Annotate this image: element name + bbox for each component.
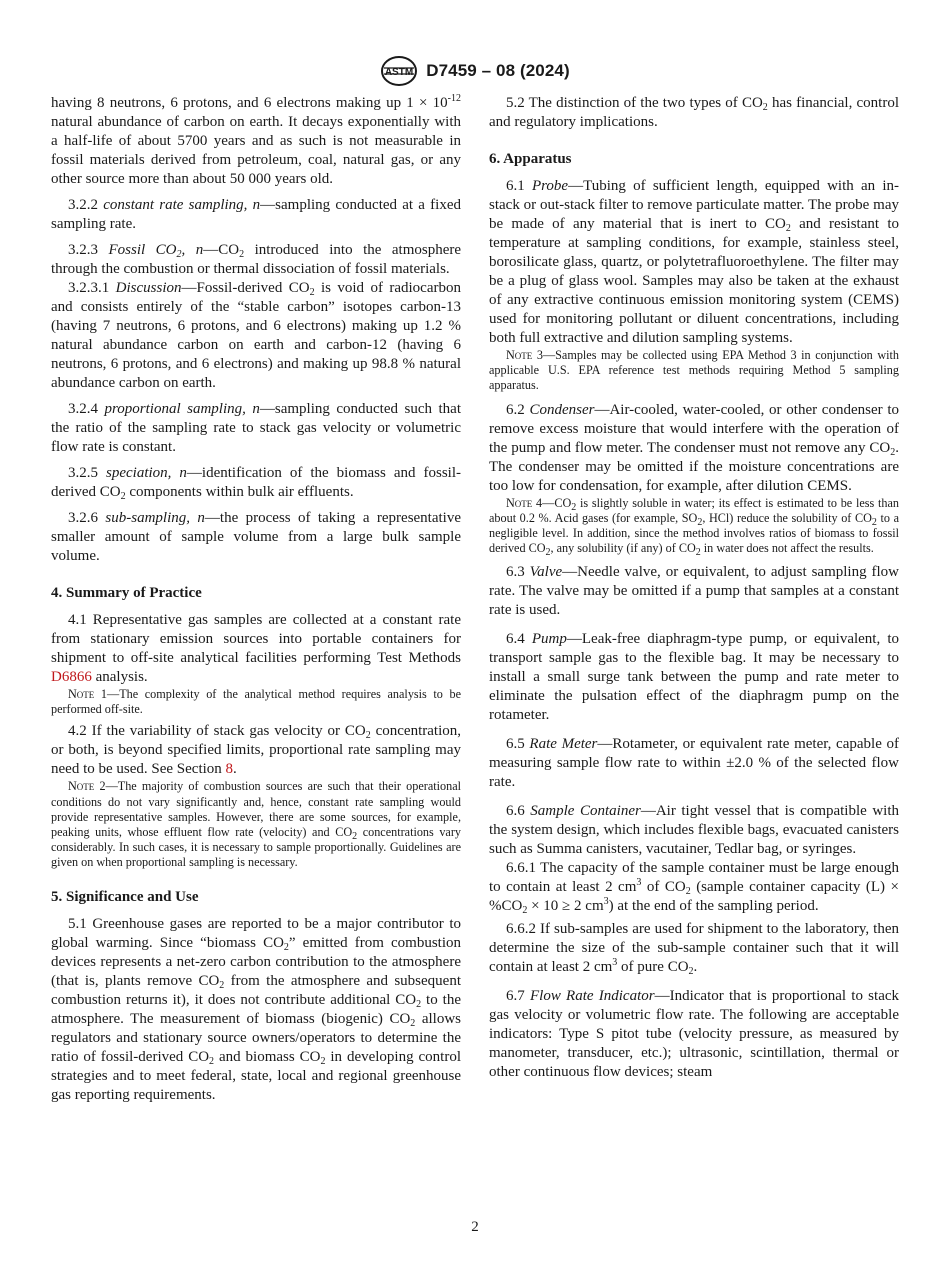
paragraph-5-1: 5.1 Greenhouse gases are reported to be a major contributor to global warming. Since “biomass $CO_2$” emitted from combustion devices represents a net-zero carbon contribution to the atmosphere (that is, plants remove $CO_2$ from the atmosphere and subsequent combustion returns it), it does not contribute additional $CO_2$ to the atmosphere. The measurement of biomass (biogenic) $CO_2$ allows regulators and stationary source owners/operators to determine the ratio of fossil-derived $CO_2$ and biomass $CO_2$ in developing control strategies and to meet federal, state, local and regional greenhouse gas reporting requirements.: [51, 915, 461, 1103]
paragraph-6-4: 6.4 Pump—Leak-free diaphragm-type pump, or equivalent, to transport sample gas to the flexible bag. It may be necessary to install a small surge tank between the pump and rate meter to eliminate the pulsation effect of the diaphragm pump on the rotameter.: [489, 631, 899, 724]
paragraph-6-2: 6.2 Condenser—Air-cooled, water-cooled, or other condenser to remove excess moisture that would interfere with the operation of the pump and flow meter. The condenser must not remove any $CO_2$. The condenser may be omitted if the moisture concentrations are too low for condensation, for example, after dilution CEMS.: [489, 401, 899, 494]
paragraph-6-6: 6.6 Sample Container—Air tight vessel that is compatible with the system design, which includes flexible bags, evacuated canisters such as Summa canisters, vacutainer, Tedlar bag, or syringes.: [489, 803, 900, 858]
section-4-heading: 4. Summary of Practice: [51, 585, 202, 601]
note-2: Note 2—The majority of combustion sources are such that their operational conditions do not vary significantly and, hence, constant rate sampling would provide representative samples. However, there are some sources, for example, peaking units, whose effluent flow rate (velocity) and $CO_2$ concentrations vary considerably. In such cases, it is necessary to sample proportionally. Guidelines are given on when proportional sampling is necessary.: [51, 779, 461, 870]
left-column: [51, 94, 461, 1105]
astm-logo-icon: [380, 56, 418, 86]
definition-3-2-5: 3.2.5 speciation, n—identification of the biomass and fossil-derived $CO_2$ components within bulk air effluents.: [51, 465, 462, 502]
svg-text:ASTM: ASTM: [385, 67, 414, 78]
note-1: Note 1—The complexity of the analytical method requires analysis to be performed off-site.: [51, 687, 461, 717]
standard-designation: D7459 – 08 (2024): [426, 61, 570, 80]
page-number: 2: [471, 1219, 479, 1235]
definition-3-2-6: 3.2.6 sub-sampling, n—the process of taking a representative smaller amount of sample volume from a large bulk sample volume.: [51, 510, 462, 564]
definition-3-2-3: 3.2.3 Fossil $CO_2$, $n—CO_2$ introduced into the atmosphere through the combustion or thermal dissociation of fossil materials.: [51, 242, 462, 277]
d6866-link[interactable]: D6866: [51, 669, 92, 685]
paragraph-6-5: 6.5 Rate Meter—Rotameter, or equivalent rate meter, capable of measuring sample flow rate to within ±2.0 % of the selected flow rate.: [489, 736, 900, 791]
paragraph-6-6-1: 6.6.1 The capacity of the sample container must be large enough to contain at least 2 $cm^3$ of $CO_2$ (sample container capacity $(L) \times \%CO_2 \times 10 \ge 2$ $cm^3$) at the end of the sampling period.: [489, 860, 899, 917]
definition-3-2-2: 3.2.2 constant rate sampling, n—sampling conducted at a fixed sampling rate.: [51, 197, 461, 232]
paragraph-4-2: 4.2 If the variability of stack gas velocity or $CO_2$ concentration, or both, is beyond specified limits, proportional rate sampling may need to be used. See Section 8.: [51, 723, 461, 778]
section-5-heading: 5. Significance and Use: [51, 888, 199, 905]
paragraph-4-1: 4.1 Representative gas samples are collected at a constant rate from stationary emission sources into portable containers for shipment to off-site analytical facilities performing Test Methods D6866 analysis.: [51, 612, 461, 685]
paragraph-6-6-2: 6.6.2 If sub-samples are used for shipment to the laboratory, then determine the size of the sub-sample container such that it will contain at least 2 $cm^3$ of pure $CO_2$.: [489, 921, 899, 978]
section-6-heading: 6. Apparatus: [489, 151, 572, 167]
paragraph-5-2: 5.2 The distinction of the two types of $CO_2$ has financial, control and regulatory implications.: [489, 95, 899, 130]
page-header: [0, 56, 950, 86]
section-8-link[interactable]: 8: [225, 761, 234, 778]
right-column: [489, 94, 899, 1082]
paragraph-6-7: 6.7 Flow Rate Indicator—Indicator that is proportional to stack gas velocity or volumetric flow rate. The following are acceptable indicators: Type S pitot tube (velocity pressure, as measured by manometer, transducer, etc.); ultrasonic, scintillation, thermal or other continuous flow devices; steam: [489, 988, 900, 1081]
discussion-3-2-3-1: 3.2.3.1 Discussion—Fossil-derived $CO_2$ is void of radiocarbon and consists entirely of the “stable carbon” isotopes carbon-13 (having 7 neutrons, 6 protons, and 6 electrons) making up 1.2 % natural abundance carbon on earth and carbon-12 (having 6 neutrons, 6 protons, and 6 electrons) and making up 98.8 % natural abundance carbon on earth.: [51, 280, 461, 391]
paragraph-6-1: 6.1 Probe—Tubing of sufficient length, equipped with an in-stack or out-stack filter to remove particulate matter. The probe may be made of any material that is inert to $CO_2$ and resistant to temperature at sampling conditions, for example, stainless steel, borosilicate glass, quartz, or polytetrafluoroethylene. The filter may be a plug of glass wool. Samples may also be taken at the exhaust of any extractive continuous emission monitoring system (CEMS) used for monitoring pollutant or diluent concentrations, including both full extractive and dilution sampling systems.: [489, 178, 899, 346]
note-4: Note $4—CO_2$ is slightly soluble in water; its effect is estimated to be less than about 0.2 %. Acid gases (for example, $SO_2$, HCl) reduce the solubility of $CO_2$ to a negligible level. In addition, since the method involves ratios of biomass to fossil derived $CO_2$, any solubility (if any) of $CO_2$ in water does not affect the results.: [489, 495, 900, 559]
definition-3-2-4: 3.2.4 proportional sampling, n—sampling conducted such that the ratio of the sampling rate to stack gas velocity or volumetric flow rate is constant.: [51, 401, 461, 455]
paragraph-6-3: 6.3 Valve—Needle valve, or equivalent, to adjust sampling flow rate. The valve may be omitted if a pump that samples at a constant rate is used.: [489, 564, 899, 619]
note-3: Note 3—Samples may be collected using EPA Method 3 in conjunction with applicable U.S. EPA reference test methods requiring Method 5 sampling apparatus.: [489, 348, 899, 393]
definition-continuation: having 8 neutrons, 6 protons, and 6 electrons making up $1 \times 10^{-12}$ natural abundance of carbon on earth. It decays exponentially with a half-life of about 5700 years and as such is not measurable in fossil materials derived from petroleum, coal, natural gas, or any other source more than about 50 000 years old.: [51, 93, 461, 187]
